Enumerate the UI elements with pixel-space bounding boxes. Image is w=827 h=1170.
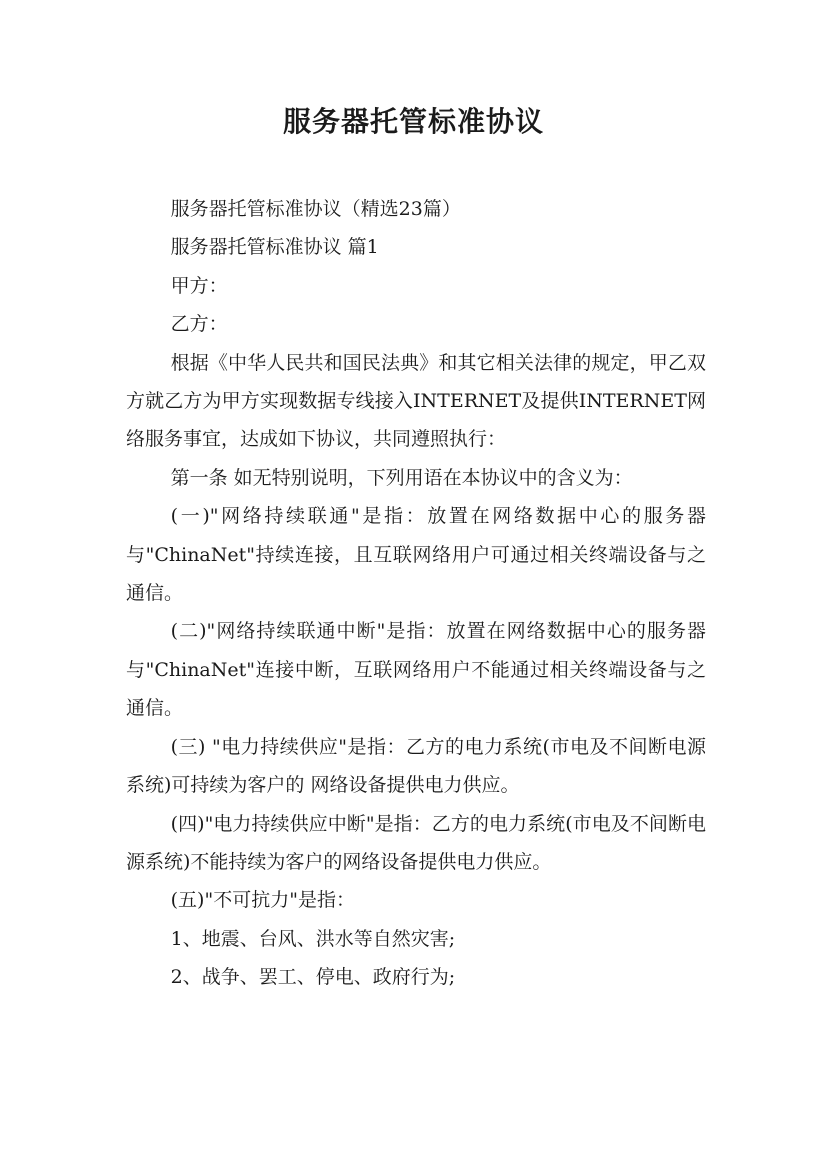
paragraph-article-1: 第一条 如无特别说明，下列用语在本协议中的含义为：: [170, 466, 633, 489]
paragraph-definition-3: (三) "电力持续供应"是指：乙方的电力系统(市电及不间断电源系统)可持续为客户的 网络设备提供电力供应。: [126, 735, 706, 797]
paragraph-definition-2: (二)"网络持续联通中断"是指：放置在网络数据中心的服务器与"ChinaNet"连接中断，互联网络用户不能通过相关终端设备与之通信。: [126, 620, 706, 720]
document-body: [126, 190, 706, 997]
paragraph-party-b: 乙方：: [170, 313, 228, 336]
paragraph-definition-5: (五)"不可抗力"是指：: [170, 889, 355, 912]
paragraph-party-a: 甲方：: [170, 274, 228, 297]
paragraph-definition-1: (一)"网络持续联通"是指：放置在网络数据中心的服务器与"ChinaNet"持续连接，且互联网络用户可通过相关终端设备与之通信。: [126, 505, 706, 605]
paragraph-force-majeure-1: 1、地震、台风、洪水等自然灾害;: [170, 927, 456, 950]
paragraph-section-heading: 服务器托管标准协议 篇1: [170, 236, 379, 259]
paragraph-definition-4: (四)"电力持续供应中断"是指：乙方的电力系统(市电及不间断电源系统)不能持续为客户的网络设备提供电力供应。: [126, 812, 706, 873]
paragraph-force-majeure-2: 2、战争、罢工、停电、政府行为;: [170, 966, 456, 989]
document-title: 服务器托管标准协议: [282, 105, 544, 138]
paragraph-subtitle: 服务器托管标准协议（精选23篇）: [170, 198, 461, 220]
paragraph-preamble: 根据《中华人民共和国民法典》和其它相关法律的规定，甲乙双方就乙方为甲方实现数据专线接入INTERNET及提供INTERNET网络服务事宜，达成如下协议，共同遵照执行：: [126, 351, 706, 451]
